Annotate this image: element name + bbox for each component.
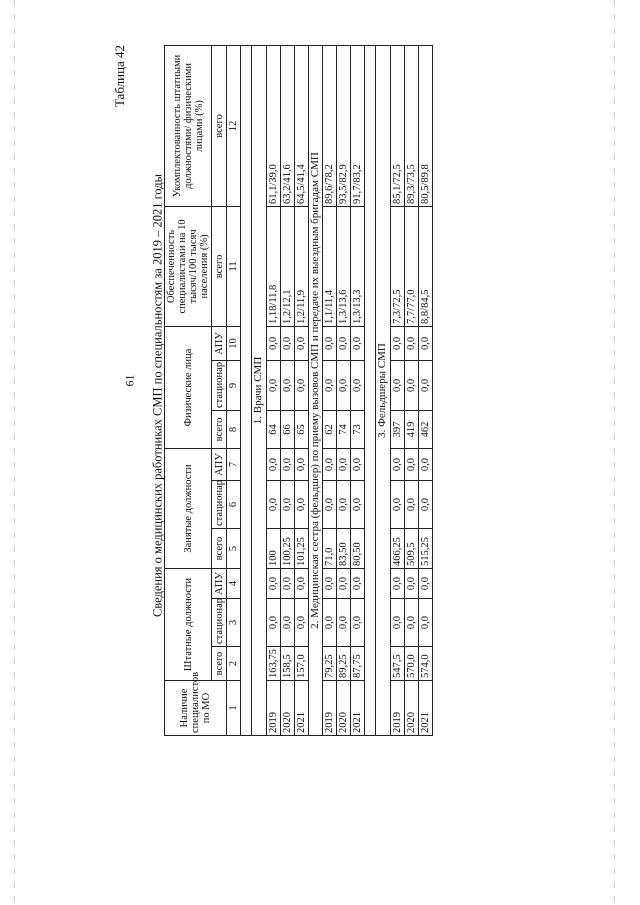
- cell: 0,0: [280, 448, 294, 480]
- cell: 63,2/41,6: [280, 45, 294, 206]
- cell: 0,0: [266, 360, 280, 410]
- cell: 0,0: [337, 481, 351, 529]
- cell: 8,8/84,5: [418, 206, 432, 326]
- cell: 0,0: [294, 599, 308, 647]
- cell: 157,0: [294, 647, 308, 681]
- cell: 419: [404, 410, 418, 448]
- header-total: всего: [212, 410, 227, 448]
- column-number: 3: [227, 599, 241, 647]
- cell: 101,25: [294, 529, 308, 569]
- scan-edge-right: [614, 0, 615, 905]
- header-physical-persons: Физические лица: [165, 326, 212, 448]
- cell: 61,1/39,0: [266, 45, 280, 206]
- cell: 66: [280, 410, 294, 448]
- cell: 0,0: [418, 599, 432, 647]
- header-total: всего: [212, 529, 227, 569]
- cell: 462: [418, 410, 432, 448]
- cell: 1,2/12,1: [280, 206, 294, 326]
- cell: 0,0: [323, 448, 337, 480]
- header-total: всего: [212, 647, 227, 681]
- cell: 0,0: [337, 448, 351, 480]
- row-year: 2021: [294, 681, 308, 736]
- header-hospital: стационар: [212, 481, 227, 529]
- cell: 0,0: [390, 448, 404, 480]
- cell: 0,0: [404, 326, 418, 360]
- rotated-table-wrapper: [164, 46, 431, 736]
- cell: 0,0: [418, 360, 432, 410]
- header-provision: Обеспеченность специалистами на 10 тысяч/100 тысяч населения (%): [165, 206, 212, 326]
- cell: 1,3/13,6: [337, 206, 351, 326]
- cell: 100: [266, 529, 280, 569]
- section-title: 3. Фельдшеры СМП: [376, 45, 391, 735]
- header-apu: АПУ: [212, 569, 227, 599]
- cell: 0,0: [266, 481, 280, 529]
- cell: 0,0: [351, 448, 365, 480]
- table-label: Таблица 42: [112, 44, 128, 108]
- column-number: 10: [227, 326, 241, 360]
- spacer-row: [241, 45, 252, 735]
- cell: 89,3/73,5: [404, 45, 418, 206]
- cell: 1,1/11,4: [323, 206, 337, 326]
- column-number: 5: [227, 529, 241, 569]
- cell: 0,0: [337, 360, 351, 410]
- cell: 100,25: [280, 529, 294, 569]
- section-title: 2. Медицинская сестра (фельдшер) по приему вызовов СМП и передаче их выездным бригадам СМП: [308, 45, 323, 735]
- cell: 0,0: [390, 569, 404, 599]
- cell: 158,5: [280, 647, 294, 681]
- cell: 0,0: [390, 360, 404, 410]
- cell: 0,0: [294, 326, 308, 360]
- column-number: 7: [227, 448, 241, 480]
- cell: 163,75: [266, 647, 280, 681]
- column-number: 8: [227, 410, 241, 448]
- cell: 0,0: [266, 326, 280, 360]
- column-number: 4: [227, 569, 241, 599]
- cell: 466,25: [390, 529, 404, 569]
- cell: 0,0: [294, 360, 308, 410]
- cell: 0,0: [266, 569, 280, 599]
- cell: 0,0: [351, 481, 365, 529]
- cell: 0,0: [351, 326, 365, 360]
- header-total: всего: [212, 206, 227, 326]
- cell: 0,0: [418, 326, 432, 360]
- cell: 65: [294, 410, 308, 448]
- cell: 64,5/41,4: [294, 45, 308, 206]
- header-hospital: стационар: [212, 360, 227, 410]
- row-year: 2021: [351, 681, 365, 736]
- row-year: 2020: [280, 681, 294, 736]
- cell: 0,0: [294, 448, 308, 480]
- cell: 0,0: [404, 481, 418, 529]
- cell: 71,0: [323, 529, 337, 569]
- cell: 0,0: [323, 599, 337, 647]
- header-staffing: Укомплектованность штатными должностями/ физическими лицами (%): [165, 45, 212, 206]
- cell: 0,0: [280, 569, 294, 599]
- cell: 0,0: [337, 599, 351, 647]
- cell: 0,0: [294, 569, 308, 599]
- cell: 0,0: [404, 599, 418, 647]
- scan-edge-left: [14, 0, 15, 905]
- cell: 0,0: [337, 569, 351, 599]
- page-number: 61: [122, 374, 137, 387]
- cell: 1,3/13,3: [351, 206, 365, 326]
- cell: 87,75: [351, 647, 365, 681]
- cell: 0,0: [404, 448, 418, 480]
- row-year: 2020: [404, 681, 418, 736]
- cell: 0,0: [323, 481, 337, 529]
- header-apu: АПУ: [212, 326, 227, 360]
- cell: 73: [351, 410, 365, 448]
- cell: 93,5/82,9: [337, 45, 351, 206]
- cell: 397: [390, 410, 404, 448]
- row-year: 2021: [418, 681, 432, 736]
- cell: 80,5/89,8: [418, 45, 432, 206]
- cell: 509,5: [404, 529, 418, 569]
- cell: 0,0: [294, 481, 308, 529]
- cell: 80,50: [351, 529, 365, 569]
- cell: 0,0: [390, 599, 404, 647]
- cell: 570,0: [404, 647, 418, 681]
- cell: 79,25: [323, 647, 337, 681]
- cell: 89,6/78,2: [323, 45, 337, 206]
- header-specialists: Наличие специалистов по МО: [165, 681, 227, 736]
- cell: 1,2/11,9: [294, 206, 308, 326]
- cell: 0,0: [280, 360, 294, 410]
- cell: 0,0: [337, 326, 351, 360]
- cell: 0,0: [280, 599, 294, 647]
- header-hospital: стационар: [212, 599, 227, 647]
- cell: 85,1/72,5: [390, 45, 404, 206]
- cell: 74: [337, 410, 351, 448]
- cell: 0,0: [323, 569, 337, 599]
- section-title: 1. Врачи СМП: [252, 45, 267, 735]
- cell: 0,0: [280, 481, 294, 529]
- column-number: 9: [227, 360, 241, 410]
- cell: 0,0: [266, 448, 280, 480]
- cell: 0,0: [280, 326, 294, 360]
- cell: 7,3/72,5: [390, 206, 404, 326]
- column-number: 12: [227, 45, 241, 206]
- header-apu: АПУ: [212, 448, 227, 480]
- cell: 0,0: [418, 448, 432, 480]
- document-title: Сведения о медицинских работниках СМП по специальностям за 2019 – 2021 годы: [150, 173, 165, 618]
- row-year: 2019: [390, 681, 404, 736]
- column-number: 11: [227, 206, 241, 326]
- cell: 1,18/11,8: [266, 206, 280, 326]
- cell: 0,0: [323, 360, 337, 410]
- cell: 91,7/83,2: [351, 45, 365, 206]
- staff-table: [164, 45, 433, 736]
- cell: 0,0: [351, 360, 365, 410]
- cell: 7,7/77,0: [404, 206, 418, 326]
- header-staff-positions: Штатные должности: [165, 569, 212, 681]
- cell: 547,5: [390, 647, 404, 681]
- row-year: 2020: [337, 681, 351, 736]
- cell: 0,0: [418, 569, 432, 599]
- cell: 62: [323, 410, 337, 448]
- cell: 89,25: [337, 647, 351, 681]
- cell: 64: [266, 410, 280, 448]
- column-number: 2: [227, 647, 241, 681]
- cell: 0,0: [404, 360, 418, 410]
- header-total: всего: [212, 45, 227, 206]
- cell: 574,0: [418, 647, 432, 681]
- cell: 0,0: [390, 326, 404, 360]
- cell: 0,0: [418, 481, 432, 529]
- row-year: 2019: [323, 681, 337, 736]
- cell: 83,50: [337, 529, 351, 569]
- cell: 0,0: [351, 569, 365, 599]
- cell: 0,0: [404, 569, 418, 599]
- row-year: 2019: [266, 681, 280, 736]
- cell: 0,0: [266, 599, 280, 647]
- cell: 515,25: [418, 529, 432, 569]
- cell: 0,0: [351, 599, 365, 647]
- cell: 0,0: [323, 326, 337, 360]
- column-number: 1: [227, 681, 241, 736]
- spacer-row: [365, 45, 376, 735]
- header-occupied-positions: Занятые должности: [165, 448, 212, 568]
- column-number: 6: [227, 481, 241, 529]
- cell: 0,0: [390, 481, 404, 529]
